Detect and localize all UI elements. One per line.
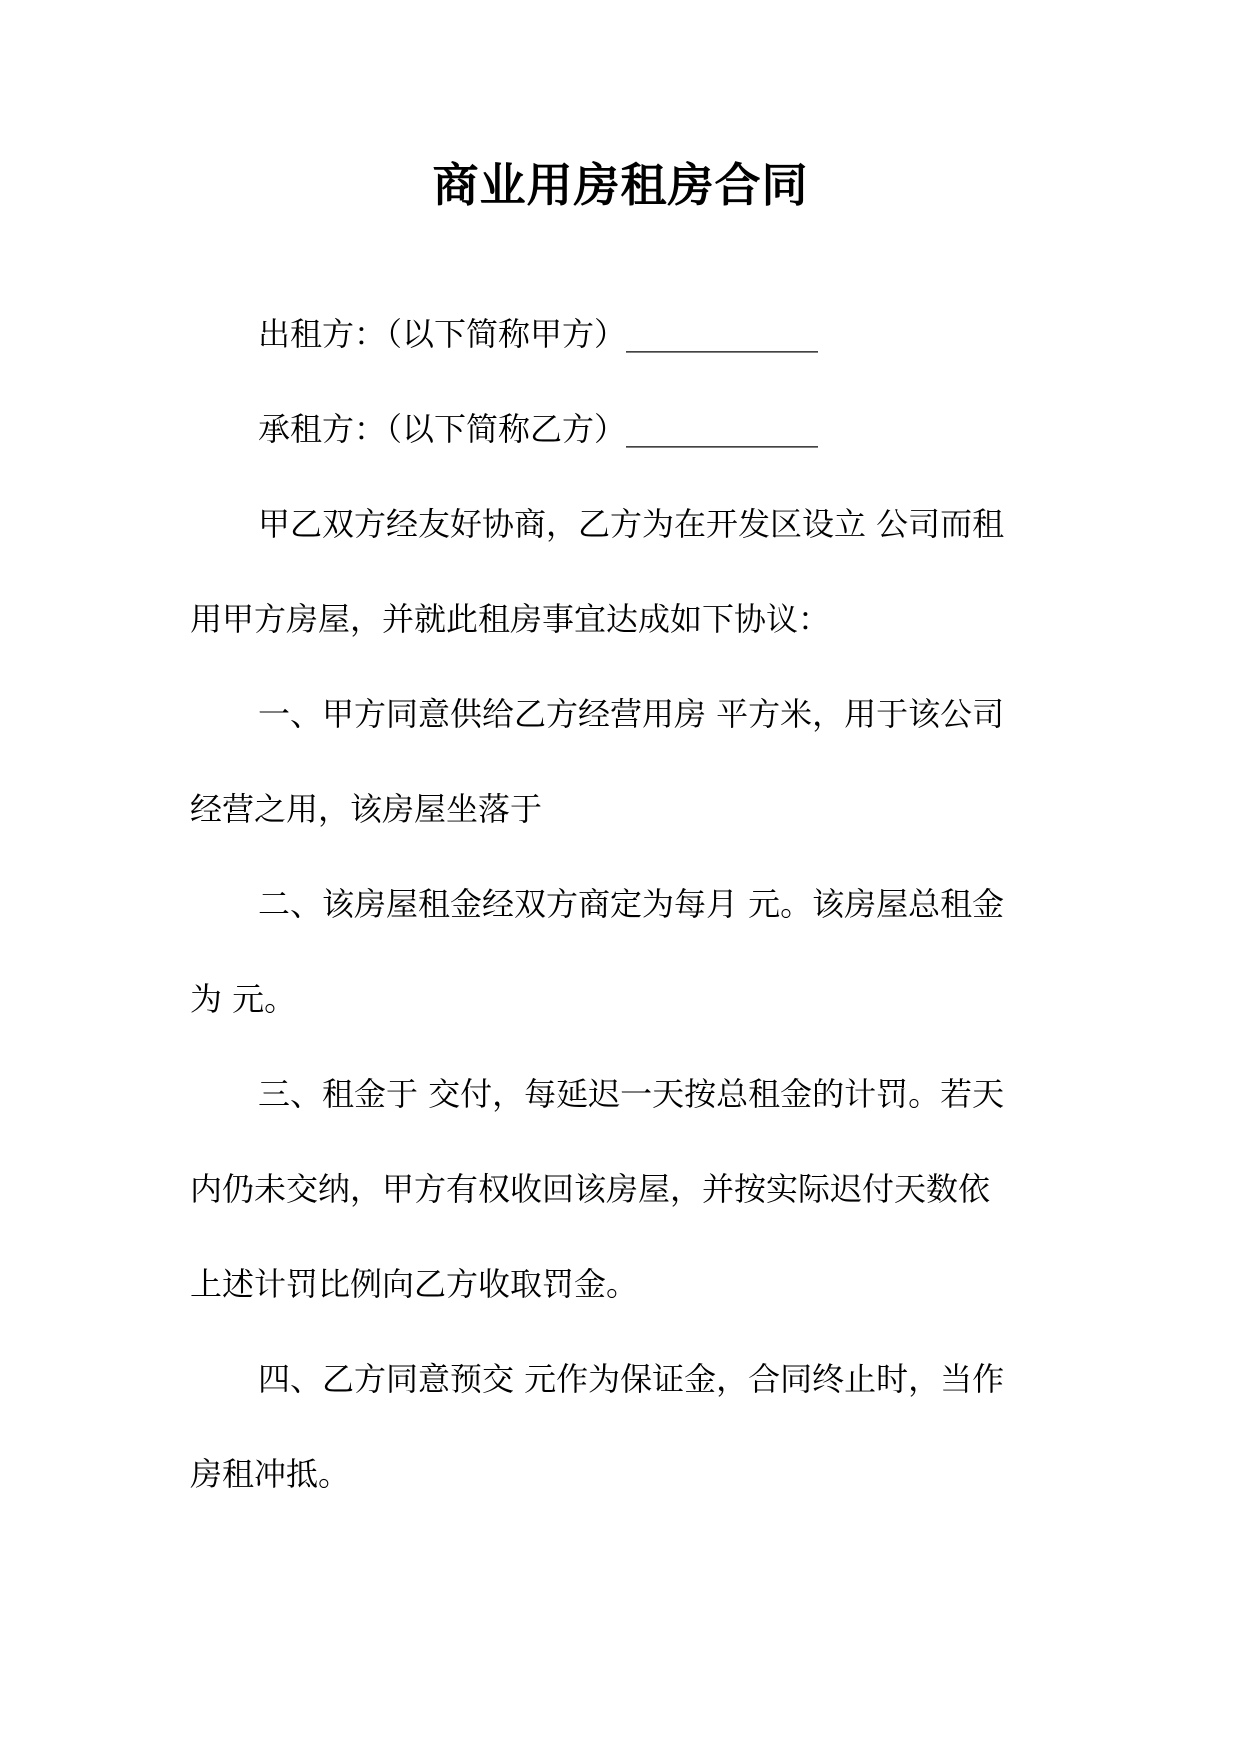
lessor-line: 出租方：（以下简称甲方）____________ xyxy=(258,315,819,353)
clause-1-line-1: 一、甲方同意供给乙方经营用房 平方米，用于该公司 xyxy=(258,695,1005,733)
clause-4-line-2: 房租冲抵。 xyxy=(190,1455,351,1493)
paragraph-intro-line-2: 用甲方房屋，并就此租房事宜达成如下协议： xyxy=(190,600,831,638)
clause-3-line-1: 三、租金于 交付，每延迟一天按总租金的计罚。若天 xyxy=(258,1075,1005,1113)
document-title: 商业用房租房合同 xyxy=(432,158,809,212)
clause-1-line-2: 经营之用，该房屋坐落于 xyxy=(190,790,543,828)
clause-3-line-2: 内仍未交纳，甲方有权收回该房屋，并按实际迟付天数依 xyxy=(190,1170,991,1208)
paragraph-intro-line-1: 甲乙双方经友好协商，乙方为在开发区设立 公司而租 xyxy=(258,505,1005,543)
clause-3-line-3: 上述计罚比例向乙方收取罚金。 xyxy=(190,1265,639,1303)
clause-2-line-1: 二、该房屋租金经双方商定为每月 元。该房屋总租金 xyxy=(258,885,1005,923)
clause-4-line-1: 四、乙方同意预交 元作为保证金，合同终止时，当作 xyxy=(258,1360,1005,1398)
lessee-line: 承租方：（以下简称乙方）____________ xyxy=(258,410,819,448)
clause-2-line-2: 为 元。 xyxy=(190,980,297,1018)
